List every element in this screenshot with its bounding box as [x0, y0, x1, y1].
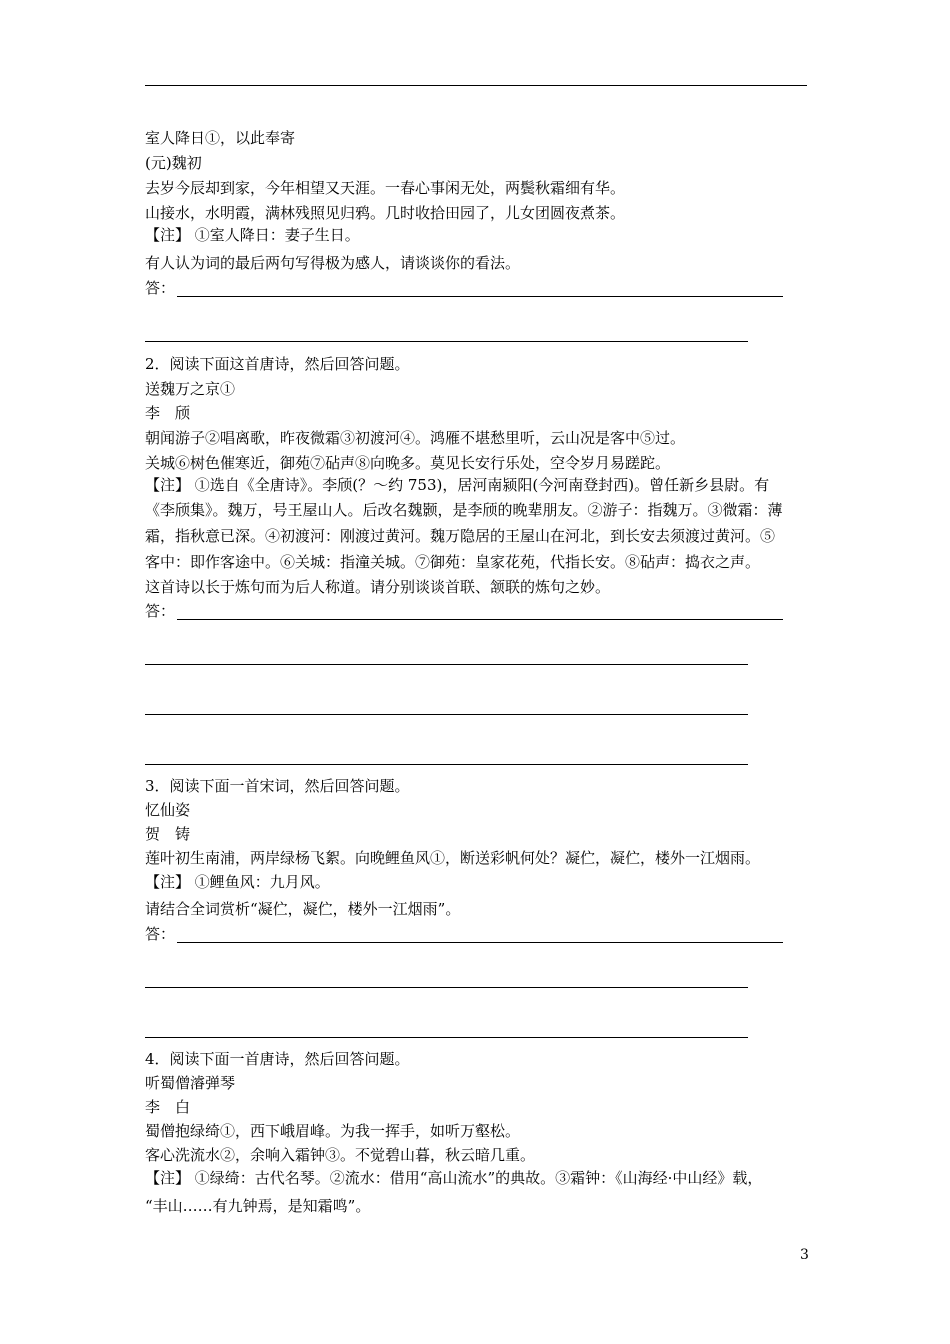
- q4-note-2: “丰山……有九钟焉，是知霜鸣”。: [145, 1197, 371, 1215]
- q2-author: 李 颀: [145, 404, 191, 422]
- q4-poem-line-1: 蜀僧抱绿绮①，西下峨眉峰。为我一挥手，如听万壑松。: [145, 1122, 521, 1140]
- q1-blank-line[interactable]: [145, 341, 748, 342]
- q3-title: 忆仙姿: [145, 801, 191, 819]
- q3-note: 【注】 ①鲤鱼风：九月风。: [145, 873, 330, 891]
- q2-note-1: 【注】 ①选自《全唐诗》。李颀(？～约 753)，居河南颍阳(今河南登封西)。曾任新乡县尉。有: [145, 476, 770, 494]
- answer-underline: [177, 619, 783, 620]
- q2-blank-line[interactable]: [145, 664, 748, 665]
- q2-poem-line-1: 朝闻游子②唱离歌，昨夜微霜③初渡河④。鸿雁不堪愁里听，云山况是客中⑤过。: [145, 429, 686, 447]
- q3-heading: 3．阅读下面一首宋词，然后回答问题。: [145, 777, 410, 795]
- q2-title: 送魏万之京①: [145, 380, 236, 398]
- q1-answer-line[interactable]: [145, 278, 783, 298]
- q2-heading: 2．阅读下面这首唐诗，然后回答问题。: [145, 355, 410, 373]
- q3-poem-line-1: 莲叶初生南浦，两岸绿杨飞絮。向晚鲤鱼风①，断送彩帆何处？凝伫，凝伫，楼外一江烟雨。: [145, 849, 761, 867]
- q4-poem-line-2: 客心洗流水②，余响入霜钟③。不觉碧山暮，秋云暗几重。: [145, 1146, 536, 1164]
- q2-blank-line[interactable]: [145, 764, 748, 765]
- q4-title: 听蜀僧濬弹琴: [145, 1074, 236, 1092]
- q2-answer-line[interactable]: [145, 601, 783, 621]
- q1-title: 室人降日①，以此奉寄: [145, 129, 296, 147]
- page-number: 3: [800, 1247, 809, 1263]
- q3-blank-line[interactable]: [145, 987, 748, 988]
- q1-poem-line-2: 山接水，水明霞，满林残照见归鸦。几时收拾田园了，儿女团圆夜煮茶。: [145, 204, 626, 222]
- header-rule: [145, 85, 807, 86]
- q1-author: (元)魏初: [145, 154, 202, 172]
- answer-label: 答：: [145, 925, 176, 943]
- q2-note-4: 客中：即作客途中。⑥关城：指潼关城。⑦御苑：皇家花苑，代指长安。⑧砧声：捣衣之声。: [145, 553, 761, 571]
- q3-question: 请结合全词赏析“凝伫，凝伫，楼外一江烟雨”。: [145, 900, 461, 918]
- answer-underline: [177, 296, 783, 297]
- q3-answer-line[interactable]: [145, 924, 783, 944]
- answer-underline: [177, 942, 783, 943]
- q2-poem-line-2: 关城⑥树色催寒近，御苑⑦砧声⑧向晚多。莫见长安行乐处，空令岁月易蹉跎。: [145, 454, 671, 472]
- q1-note: 【注】 ①室人降日：妻子生日。: [145, 226, 360, 244]
- q3-blank-line[interactable]: [145, 1037, 748, 1038]
- answer-label: 答：: [145, 602, 176, 620]
- q1-poem-line-1: 去岁今辰却到家，今年相望又天涯。一春心事闲无处，两鬓秋霜细有华。: [145, 179, 626, 197]
- q4-note-1: 【注】 ①绿绮：古代名琴。②流水：借用“高山流水”的典故。③霜钟：《山海经·中山经》载，: [145, 1169, 763, 1187]
- q2-question: 这首诗以长于炼句而为后人称道。请分别谈谈首联、颔联的炼句之妙。: [145, 578, 611, 596]
- q4-author: 李 白: [145, 1098, 191, 1116]
- q2-blank-line[interactable]: [145, 714, 748, 715]
- q4-heading: 4．阅读下面一首唐诗，然后回答问题。: [145, 1050, 410, 1068]
- q2-note-3: 霜，指秋意已深。④初渡河：刚渡过黄河。魏万隐居的王屋山在河北，到长安去须渡过黄河。⑤: [145, 527, 776, 545]
- q3-author: 贺 铸: [145, 825, 191, 843]
- q2-note-2: 《李颀集》。魏万，号王屋山人。后改名魏颢，是李颀的晚辈朋友。②游子：指魏万。③微霜：薄: [145, 501, 783, 519]
- q1-question: 有人认为词的最后两句写得极为感人，请谈谈你的看法。: [145, 254, 521, 272]
- answer-label: 答：: [145, 279, 176, 297]
